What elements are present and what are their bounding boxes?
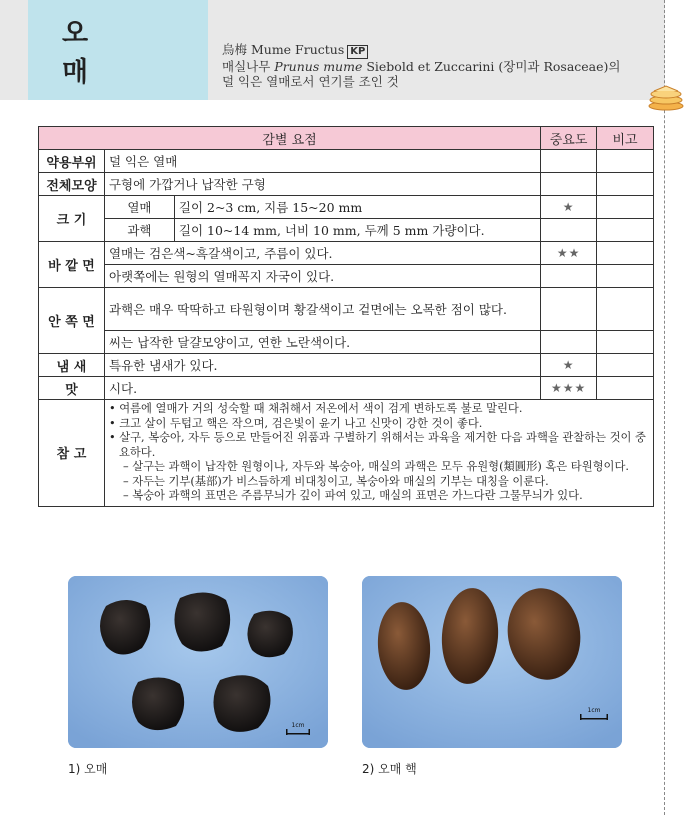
importance-cell xyxy=(541,219,597,242)
pancake-stack-icon xyxy=(646,82,686,112)
note-item: • 살구, 복숭아, 자두 등으로 만들어진 위품과 구별하기 위해서는 과육을 제거한 다음 과핵을 관찰하는 것이 중요하다. xyxy=(108,431,646,459)
kp-badge: KP xyxy=(347,45,368,59)
page-title: 오 매 xyxy=(62,18,123,88)
row-text: 시다. xyxy=(104,377,540,400)
table-row xyxy=(39,265,654,288)
row-label: 참 고 xyxy=(39,400,105,507)
row-text: 특유한 냄새가 있다. xyxy=(104,354,540,377)
importance-cell xyxy=(541,173,597,196)
dried-fruits-image xyxy=(68,576,328,748)
row-text: 덜 익은 열매 xyxy=(104,150,540,173)
row-label: 안 쪽 면 xyxy=(39,288,105,354)
importance-cell xyxy=(541,150,597,173)
table-row xyxy=(39,150,654,173)
row-label: 바 깥 면 xyxy=(39,242,105,288)
figure-caption-1: 1) 오매 xyxy=(68,762,108,776)
hanja-latin-name: 烏梅 Mume Fructus xyxy=(222,42,345,57)
importance-cell xyxy=(541,265,597,288)
notes-cell xyxy=(104,400,653,507)
row-text: 구형에 가깝거나 납작한 구형 xyxy=(104,173,540,196)
sub-label: 열매 xyxy=(104,196,174,219)
row-label: 전체모양 xyxy=(39,173,105,196)
header-importance: 중요도 xyxy=(541,127,597,150)
remarks-cell xyxy=(597,265,654,288)
importance-stars: ★ xyxy=(541,196,597,219)
scale-label: 1cm xyxy=(587,707,601,714)
table-row xyxy=(39,354,654,377)
table-row xyxy=(39,219,654,242)
pits-image xyxy=(362,576,622,748)
remarks-cell xyxy=(597,377,654,400)
importance-cell xyxy=(541,288,597,331)
table-row xyxy=(39,331,654,354)
photo-mume-pit xyxy=(362,576,622,748)
remarks-cell xyxy=(597,150,654,173)
photo-mume-fruit xyxy=(68,576,328,748)
row-label: 크 기 xyxy=(39,196,105,242)
remarks-cell xyxy=(597,196,654,219)
description-line2: 덜 익은 열매로서 연기를 조인 것 xyxy=(222,74,399,89)
row-text: 길이 10~14 mm, 너비 10 mm, 두께 5 mm 가량이다. xyxy=(174,219,540,242)
row-text: 열매는 검은색~흑갈색이고, 주름이 있다. xyxy=(104,242,540,265)
scale-label: 1cm xyxy=(291,722,305,729)
note-subitem: – 자두는 기부(基部)가 비스듬하게 비대칭이고, 복숭아와 매실의 기부는 대칭을 이룬다. xyxy=(122,474,549,488)
table-row xyxy=(39,288,654,331)
header-description xyxy=(222,42,620,89)
row-label: 맛 xyxy=(39,377,105,400)
row-label: 냄 새 xyxy=(39,354,105,377)
importance-stars: ★★★ xyxy=(541,377,597,400)
remarks-cell xyxy=(597,219,654,242)
table-row xyxy=(39,173,654,196)
table-row xyxy=(39,400,654,507)
row-text: 아랫쪽에는 원형의 열매꼭지 자국이 있다. xyxy=(104,265,540,288)
note-subitem: – 살구는 과핵이 납작한 원형이나, 자두와 복숭아, 매실의 과핵은 모두 유원형(類圓形) 혹은 타원형이다. xyxy=(122,460,629,473)
row-text: 씨는 납작한 달걀모양이고, 연한 노란색이다. xyxy=(104,331,540,354)
sub-label: 과핵 xyxy=(104,219,174,242)
source-suffix: Siebold et Zuccarini (장미과 Rosaceae)의 xyxy=(362,59,621,74)
remarks-cell xyxy=(597,242,654,265)
identification-table xyxy=(38,126,654,507)
importance-stars: ★★ xyxy=(541,242,597,265)
header-points: 감별 요점 xyxy=(39,127,541,150)
remarks-cell xyxy=(597,288,654,331)
page-edge-dashed-line xyxy=(664,0,665,815)
note-item: • 여름에 열매가 거의 성숙할 때 채취해서 저온에서 색이 검게 변하도록 불로 말린다. xyxy=(108,402,523,415)
table-row xyxy=(39,196,654,219)
row-label: 약용부위 xyxy=(39,150,105,173)
row-text: 길이 2~3 cm, 지름 15~20 mm xyxy=(174,196,540,219)
title-box xyxy=(28,0,208,100)
importance-cell xyxy=(541,331,597,354)
species-name: Prunus mume xyxy=(274,59,363,74)
remarks-cell xyxy=(597,331,654,354)
table-row xyxy=(39,377,654,400)
remarks-cell xyxy=(597,173,654,196)
table-header-row xyxy=(39,127,654,150)
importance-stars: ★ xyxy=(541,354,597,377)
table-row xyxy=(39,242,654,265)
remarks-cell xyxy=(597,354,654,377)
note-item: • 크고 살이 두텁고 핵은 작으며, 검은빛이 윤기 나고 신맛이 강한 것이 좋다. xyxy=(108,416,483,430)
header-remarks: 비고 xyxy=(597,127,654,150)
note-subitem: – 복숭아 과핵의 표면은 주름무늬가 깊이 파여 있고, 매실의 표면은 가느다란 그물무늬가 있다. xyxy=(122,489,583,502)
figure-caption-2: 2) 오매 핵 xyxy=(362,762,417,776)
row-text: 과핵은 매우 딱딱하고 타원형이며 황갈색이고 겉면에는 오목한 점이 많다. xyxy=(104,288,540,331)
source-prefix: 매실나무 xyxy=(222,59,275,74)
